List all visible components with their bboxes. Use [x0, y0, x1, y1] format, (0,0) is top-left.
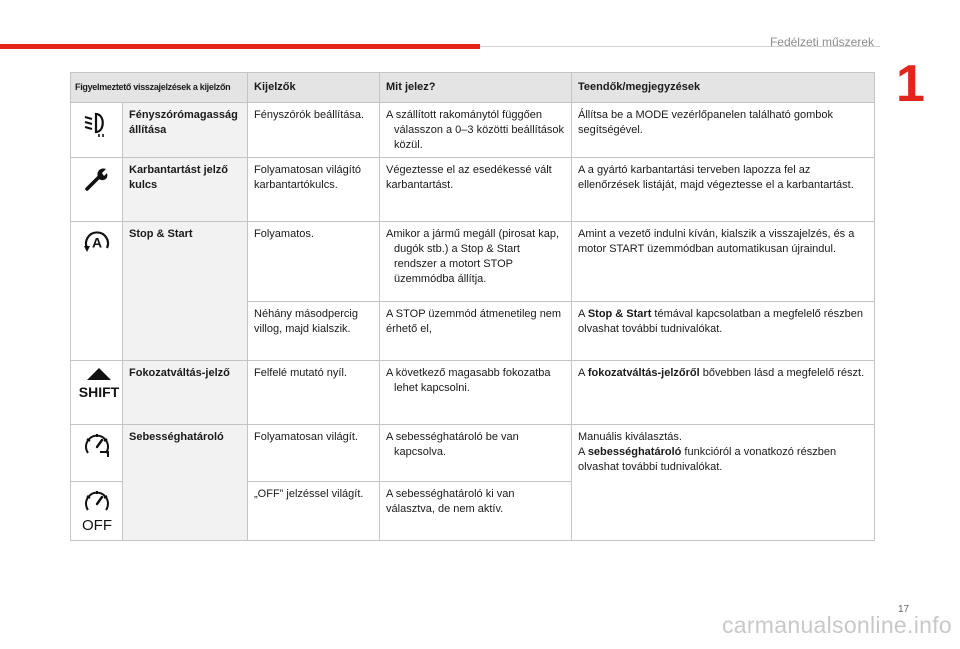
gear-shift-up-icon: [77, 366, 121, 400]
shift-icon-text: SHIFT: [78, 384, 120, 400]
indicator-action: Amint a vezető indulni kíván, kialszik a visszajelzés, és a motor START üzemmódban automatikusan újraindul.: [572, 222, 875, 302]
meaning-text: A sebességhatároló be van kapcsolva.: [386, 431, 519, 458]
indicator-name: Fényszórómagasság állítása: [123, 103, 248, 158]
stop-start-icon: [81, 227, 113, 257]
indicator-state: Fényszórók beállítása.: [248, 103, 380, 158]
indicator-meaning: [380, 222, 572, 302]
meaning-text: Amikor a jármű megáll (pirosat kap, dugók stb.) a Stop & Start rendszer a motort STOP üzemmódba állítja.: [386, 228, 560, 285]
indicator-meaning: [380, 425, 572, 482]
shift-icon-cell: [71, 361, 123, 425]
column-header-lights: Figyelmeztető visszajelzések a kijelzőn: [71, 73, 248, 103]
warning-lights-table: [70, 72, 875, 541]
indicator-name: Fokozatváltás-jelző: [123, 361, 248, 425]
indicator-action: A Stop & Start témával kapcsolatban a megfelelő részben olvashat további tudnivalókat.: [572, 302, 875, 361]
indicator-state: Folyamatos.: [248, 222, 380, 302]
indicator-action: Állítsa be a MODE vezérlőpanelen található gombok segítségével.: [572, 103, 875, 158]
headlamp-icon-cell: [71, 103, 123, 158]
table-row: [71, 425, 875, 482]
header-red-bar: [0, 44, 480, 49]
chapter-number: 1: [896, 55, 925, 113]
table-row: [71, 103, 875, 158]
wrench-icon: [82, 163, 112, 193]
indicator-meaning: A STOP üzemmód átmenetileg nem érhető el,: [380, 302, 572, 361]
meaning-text: A szállított rakománytól függően válasszon a 0–3 közötti beállítások közül.: [386, 109, 565, 151]
speed-limiter-icon: [82, 430, 112, 460]
limiter-off-icon-cell: [71, 482, 123, 541]
limiter-icon-cell: [71, 425, 123, 482]
table-row: [71, 222, 875, 302]
indicator-meaning: Végeztesse el az esedékessé vált karbantartást.: [380, 158, 572, 222]
indicator-state: Néhány másodpercig villog, majd kialszik.: [248, 302, 380, 361]
watermark: carmanualsonline.info: [721, 612, 952, 638]
indicator-meaning: A sebességhatároló ki van választva, de nem aktív.: [380, 482, 572, 541]
column-header-state: Kijelzők: [248, 73, 380, 103]
table-row: [71, 158, 875, 222]
limiter-off-text: OFF: [81, 517, 112, 533]
column-header-meaning: Mit jelez?: [380, 73, 572, 103]
indicator-action: A a gyártó karbantartási terveben lapozza fel az ellenőrzések listáját, majd végeztesse el a karbantartást.: [572, 158, 875, 222]
page-number: 17: [898, 604, 910, 615]
indicator-state: Folyamatosan világít.: [248, 425, 380, 482]
section-title: Fedélzeti műszerek: [769, 35, 874, 49]
indicator-state: Felfelé mutató nyíl.: [248, 361, 380, 425]
indicator-name: Karbantartást jelző kulcs: [123, 158, 248, 222]
stop-start-icon-cell: [71, 222, 123, 361]
indicator-action: A fokozatváltás-jelzőről bővebben lásd a megfelelő részt.: [572, 361, 875, 425]
wrench-icon-cell: [71, 158, 123, 222]
indicator-state: Folyamatosan világító karbantartókulcs.: [248, 158, 380, 222]
indicator-meaning: [380, 103, 572, 158]
meaning-text: A következő magasabb fokozatba lehet kapcsolni.: [386, 367, 551, 394]
headlamp-beam-adjust-icon: [82, 108, 112, 138]
table-header-row: [71, 73, 875, 103]
table-row: [71, 361, 875, 425]
column-header-action: Teendők/megjegyzések: [572, 73, 875, 103]
speed-limiter-off-icon: [79, 487, 115, 533]
indicator-name: Stop & Start: [123, 222, 248, 361]
indicator-meaning: [380, 361, 572, 425]
svg-text:A: A: [91, 234, 102, 251]
indicator-action: Manuális kiválasztás. A sebességhatároló funkcióról a vonatkozó részben olvashat további tudnivalókat.: [572, 425, 875, 541]
indicator-name: Sebességhatároló: [123, 425, 248, 541]
indicator-state: „OFF” jelzéssel világít.: [248, 482, 380, 541]
